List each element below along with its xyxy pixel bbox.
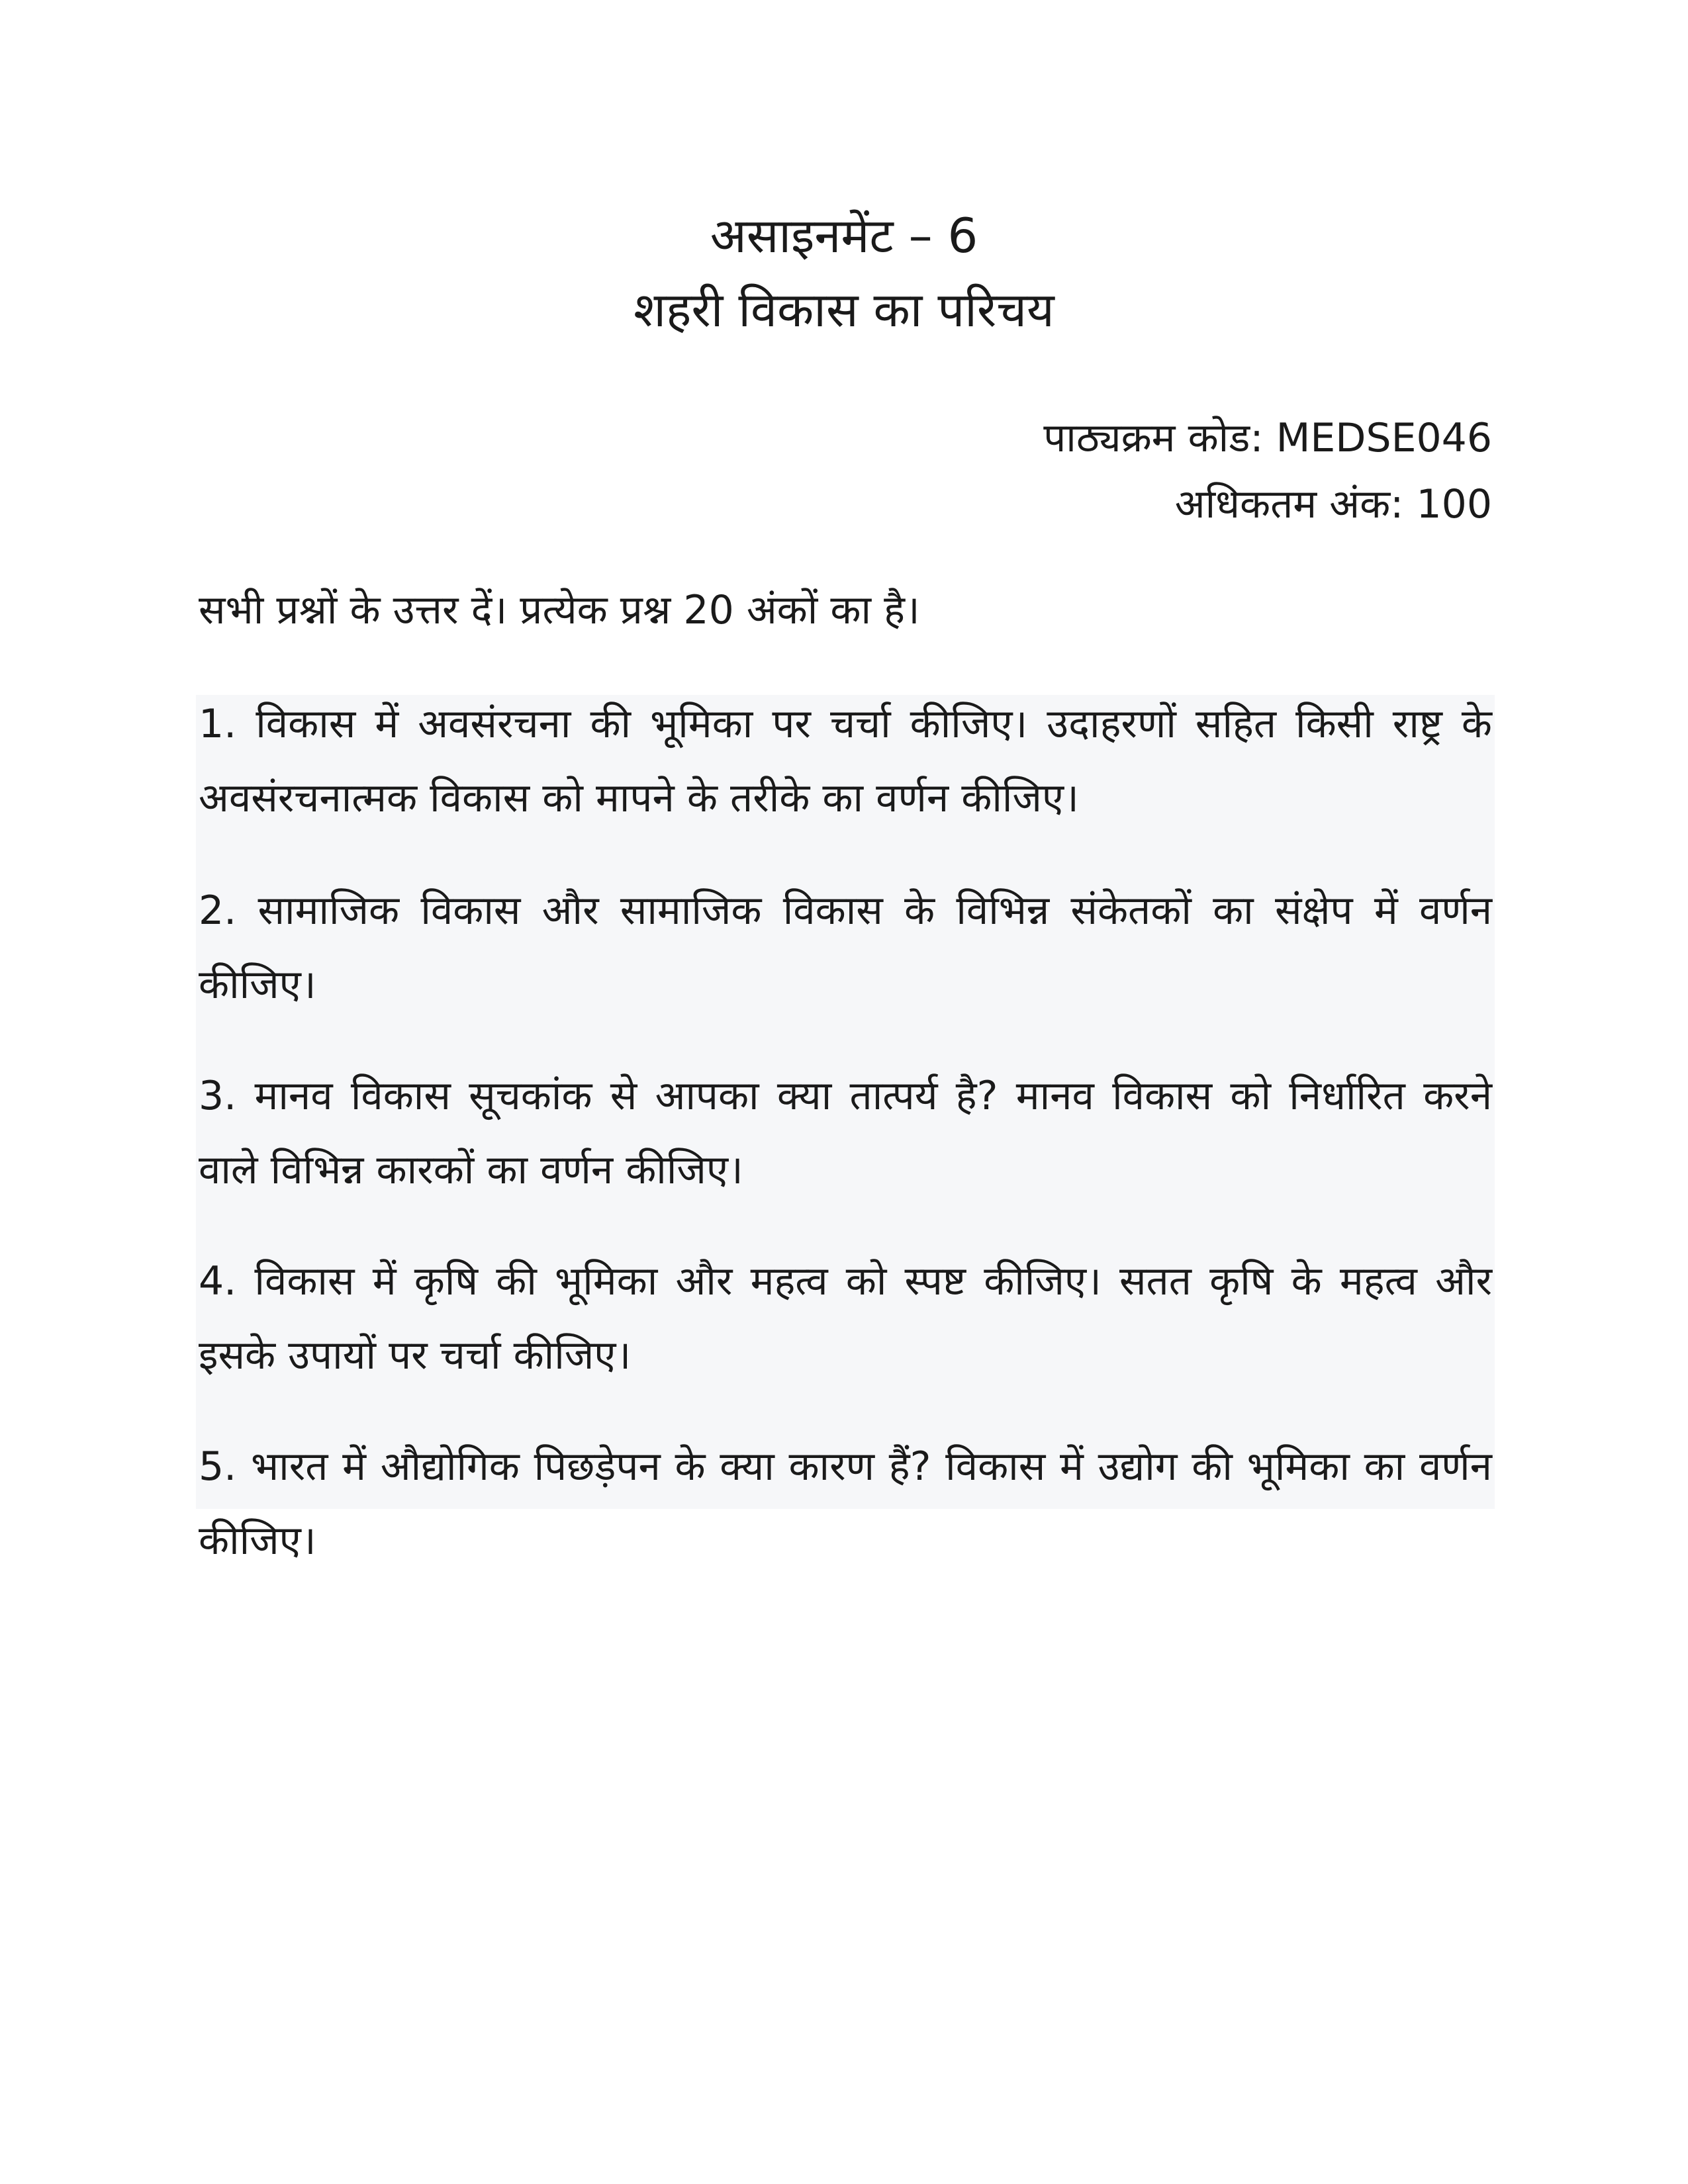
course-meta bbox=[199, 405, 1492, 537]
assignment-subtitle: शहरी विकास का परिचय bbox=[633, 282, 1055, 338]
title-block bbox=[0, 199, 1688, 347]
question-4: 4. विकास में कृषि की भूमिका और महत्व को स्पष्ट कीजिए। सतत कृषि के महत्व और इसके उपायों पर चर्चा कीजिए। bbox=[199, 1258, 1492, 1379]
question-1: 1. विकास में अवसंरचना की भूमिका पर चर्चा कीजिए। उदाहरणों सहित किसी राष्ट्र के अवसंरचनात्मक विकास को मापने के तरीके का वर्णन कीजिए। bbox=[199, 701, 1492, 821]
instructions: सभी प्रश्नों के उत्तर दें। प्रत्येक प्रश्न 20 अंकों का है। bbox=[199, 587, 920, 633]
question-2: 2. सामाजिक विकास और सामाजिक विकास के विभिन्न संकेतकों का संक्षेप में वर्णन कीजिए। bbox=[199, 887, 1492, 1008]
question-3: 3. मानव विकास सूचकांक से आपका क्या तात्पर्य है? मानव विकास को निर्धारित करने वाले विभिन्न कारकों का वर्णन कीजिए। bbox=[199, 1073, 1492, 1193]
max-marks: अधिकतम अंक: 100 bbox=[1174, 481, 1492, 527]
assignment-title: असाइनमेंट – 6 bbox=[710, 208, 978, 263]
question-5: 5. भारत में औद्योगिक पिछड़ेपन के क्या कारण हैं? विकास में उद्योग की भूमिका का वर्णन कीजिए। bbox=[199, 1443, 1492, 1564]
course-code: पाठ्यक्रम कोड: MEDSE046 bbox=[1043, 415, 1492, 461]
